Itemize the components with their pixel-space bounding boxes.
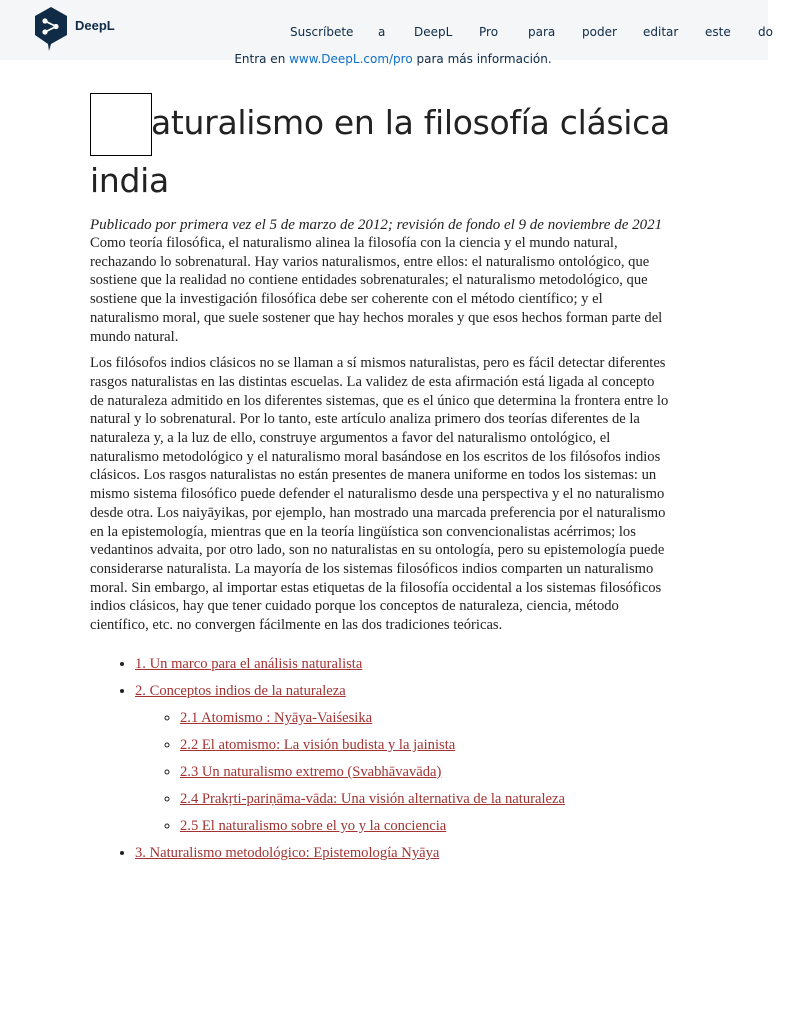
paragraph: Los filósofos indios clásicos no se llaman a sí mismos naturalistas, pero es fácil detectar diferentes rasgos naturalistas en las distintas escuelas. La validez de esta afirmación está ligada al concepto de naturaleza admitido en los diferentes sistemas, que es el único que determina la frontera entre lo natural y lo sobrenatural. Por lo tanto, este artículo analiza primero dos teorías diferentes de la naturaleza y, a la luz de ello, construye argumentos a favor del naturalismo ontológico, el naturalismo metodológico y el naturalismo moral basándose en los escritos de los filósofos indios clásicos. Los rasgos naturalistas no están presentes de manera uniforme en todos los sistemas: un mismo sistema filosófico puede defender el naturalismo desde una perspectiva y el no naturalismo desde otra. Los naiyāyikas, por ejemplo, han mostrado una marcada preferencia por el naturalismo en la epistemología, mientras que en la teoría lingüística son convencionalistas acérrimos; los vedantinos advaita, por otro lado, son no naturalistas en su ontología, pero su epistemología puede considerarse naturalista. La mayoría de los sistemas filosóficos indios comparten un naturalismo moral. Sin embargo, al importar estas etiquetas de la filosofía occidental a los sistemas filosóficos indios clásicos, hay que tener cuidado porque los conceptos de naturaleza, ciencia, método científico, etc. no convergen fácilmente en las dos tradiciones teóricas. xyxy=(90,355,669,634)
toc-subitem xyxy=(180,736,670,754)
promo-word: poder xyxy=(582,25,617,39)
promo-word: a xyxy=(378,25,386,39)
toc-item xyxy=(135,655,670,673)
logo-text: DeepL xyxy=(75,18,115,33)
toc-sublink[interactable]: 2.4 Prakṛti-pariṇāma-vāda: Una visión alternativa de la naturaleza xyxy=(180,790,565,807)
toc-sublink[interactable]: 2.1 Atomismo : Nyāya-Vaiśesika xyxy=(180,709,373,726)
toc-sublist xyxy=(135,709,670,835)
promo-sub-before: Entra en xyxy=(234,52,290,66)
deepl-pro-link[interactable]: www.DeepL.com/pro xyxy=(289,52,413,66)
deepl-logo[interactable] xyxy=(33,6,123,52)
toc-sublink[interactable]: 2.2 El atomismo: La visión budista y la jainista xyxy=(180,736,456,753)
table-of-contents xyxy=(90,655,670,862)
page-title xyxy=(90,93,670,205)
toc-link[interactable]: 1. Un marco para el análisis naturalista xyxy=(135,655,363,672)
toc-subitem xyxy=(180,709,670,727)
promo-word: para xyxy=(528,25,556,39)
promo-word: editar xyxy=(643,25,679,39)
toc-link[interactable]: 2. Conceptos indios de la naturaleza xyxy=(135,682,346,699)
toc-item xyxy=(135,844,670,862)
publication-info: Publicado por primera vez el 5 de marzo de 2012; revisión de fondo el 9 de noviembre de 2021 xyxy=(90,217,663,233)
promo-sub-after: para más información. xyxy=(412,52,552,66)
promo-word: DeepL xyxy=(414,25,453,39)
promo-word: Pro xyxy=(479,25,499,39)
promo-word: do xyxy=(758,25,773,39)
promo-word: Suscríbete xyxy=(290,25,354,39)
paragraph: Como teoría filosófica, el naturalismo alinea la filosofía con la ciencia y el mundo natural, rechazando lo sobrenatural. Hay varios naturalismos, entre ellos: el naturalismo ontológico, que sostiene que la realidad no contiene entidades sobrenaturales; el naturalismo metodológico, que sostiene que la investigación filosófica debe ser coherente con el método científico; y el naturalismo moral, que suele sostener que hay hechos morales y que esos hechos forman parte del mundo natural. xyxy=(90,235,663,345)
toc-subitem xyxy=(180,817,670,835)
deepl-promo-banner xyxy=(0,0,773,66)
deepl-logo-icon xyxy=(33,6,69,52)
toc-link[interactable]: 3. Naturalismo metodológico: Epistemología Nyāya xyxy=(135,844,440,861)
article xyxy=(90,93,670,871)
dropcap-placeholder-box xyxy=(90,93,152,156)
toc-subitem xyxy=(180,763,670,781)
promo-subline xyxy=(0,52,786,66)
toc-sublink[interactable]: 2.5 El naturalismo sobre el yo y la conciencia xyxy=(180,817,447,834)
page-title-text: aturalismo en la filosofía clásica india xyxy=(90,103,670,200)
toc-sublink[interactable]: 2.3 Un naturalismo extremo (Svabhāvavāda) xyxy=(180,763,442,780)
promo-word: este xyxy=(705,25,731,39)
toc-subitem xyxy=(180,790,670,808)
toc-item xyxy=(135,682,670,835)
